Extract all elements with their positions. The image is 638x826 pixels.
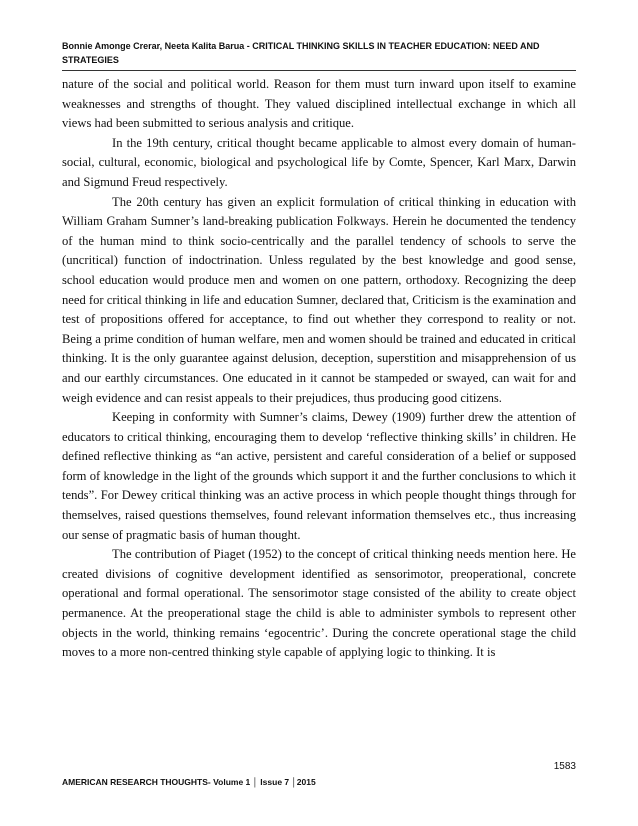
paragraph-20th-century-sumner: The 20th century has given an explicit formulation of critical thinking in education with William Graham Sumner’s land-breaking publication Folkways. Herein he documented the tendency of the human mind to think socio-centrically and the parallel tendency of schools to serve the (uncritical) function of indoctrination. Unless regulated by the best knowledge and good sense, school education would produce men and women on one pattern, orthodoxy. Recognizing the deep need for critical thinking in life and education Sumner, declared that, Criticism is the examination and test of propositions offered for acceptance, to find out whether they correspond to reality or not. Being a prime condition of human welfare, men and women should be trained and educated in critical thinking. It is the only guarantee against delusion, deception, superstition and misapprehension of us and our earthly circumstances. One educated in it cannot be stampeded or swayed, can wait for and weigh evidence and can resist appeals to their prejudices, thus producing good citizens. (62, 194, 576, 405)
paragraph-piaget: The contribution of Piaget (1952) to the concept of critical thinking needs mention here. He created divisions of cognitive development identified as sensorimotor, preoperational, concrete operational and formal operational. The sensorimotor stage consisted of the ability to create object permanence. At the preoperational stage the child is able to administer symbols to represent other objects in the world, thinking remains ‘egocentric’. During the concrete operational stage the child moves to a more non-centred thinking style capable of applying logic to thinking. It is (62, 547, 576, 660)
paragraph-19th-century: In the 19th century, critical thought became applicable to almost every domain of human-social, cultural, economic, biological and psychological life by Comte, Spencer, Karl Marx, Darwin and Sigmund Freud respectively. (62, 135, 576, 189)
paragraph-continuation: nature of the social and political world. Reason for them must turn inward upon itself to examine weaknesses and strengths of thought. They valued disciplined intellectual exchange in which all views had been submitted to serious analysis and critique. (62, 77, 576, 131)
running-header: Bonnie Amonge Crerar, Neeta Kalita Barua - CRITICAL THINKING SKILLS IN TEACHER EDUCATION: NEED AND STRATEGIES (62, 41, 540, 65)
page-number: 1583 (553, 761, 576, 772)
journal-footer: AMERICAN RESEARCH THOUGHTS- Volume 1 │ Issue 7 │2015 (62, 777, 316, 787)
body-text (62, 75, 576, 663)
header-divider (62, 70, 576, 71)
paragraph-dewey: Keeping in conformity with Sumner’s claims, Dewey (1909) further drew the attention of educators to critical thinking, encouraging them to develop ‘reflective thinking skills’ in children. He defined reflective thinking as “an active, persistent and careful consideration of a belief or supposed form of knowledge in the light of the grounds which support it and the further conclusions to which it tends”. For Dewey critical thinking was an active process in which people thought things through for themselves, raised questions themselves, found relevant information themselves etc., thus increasing our sense of pragmatic basis of human thought. (62, 410, 576, 542)
